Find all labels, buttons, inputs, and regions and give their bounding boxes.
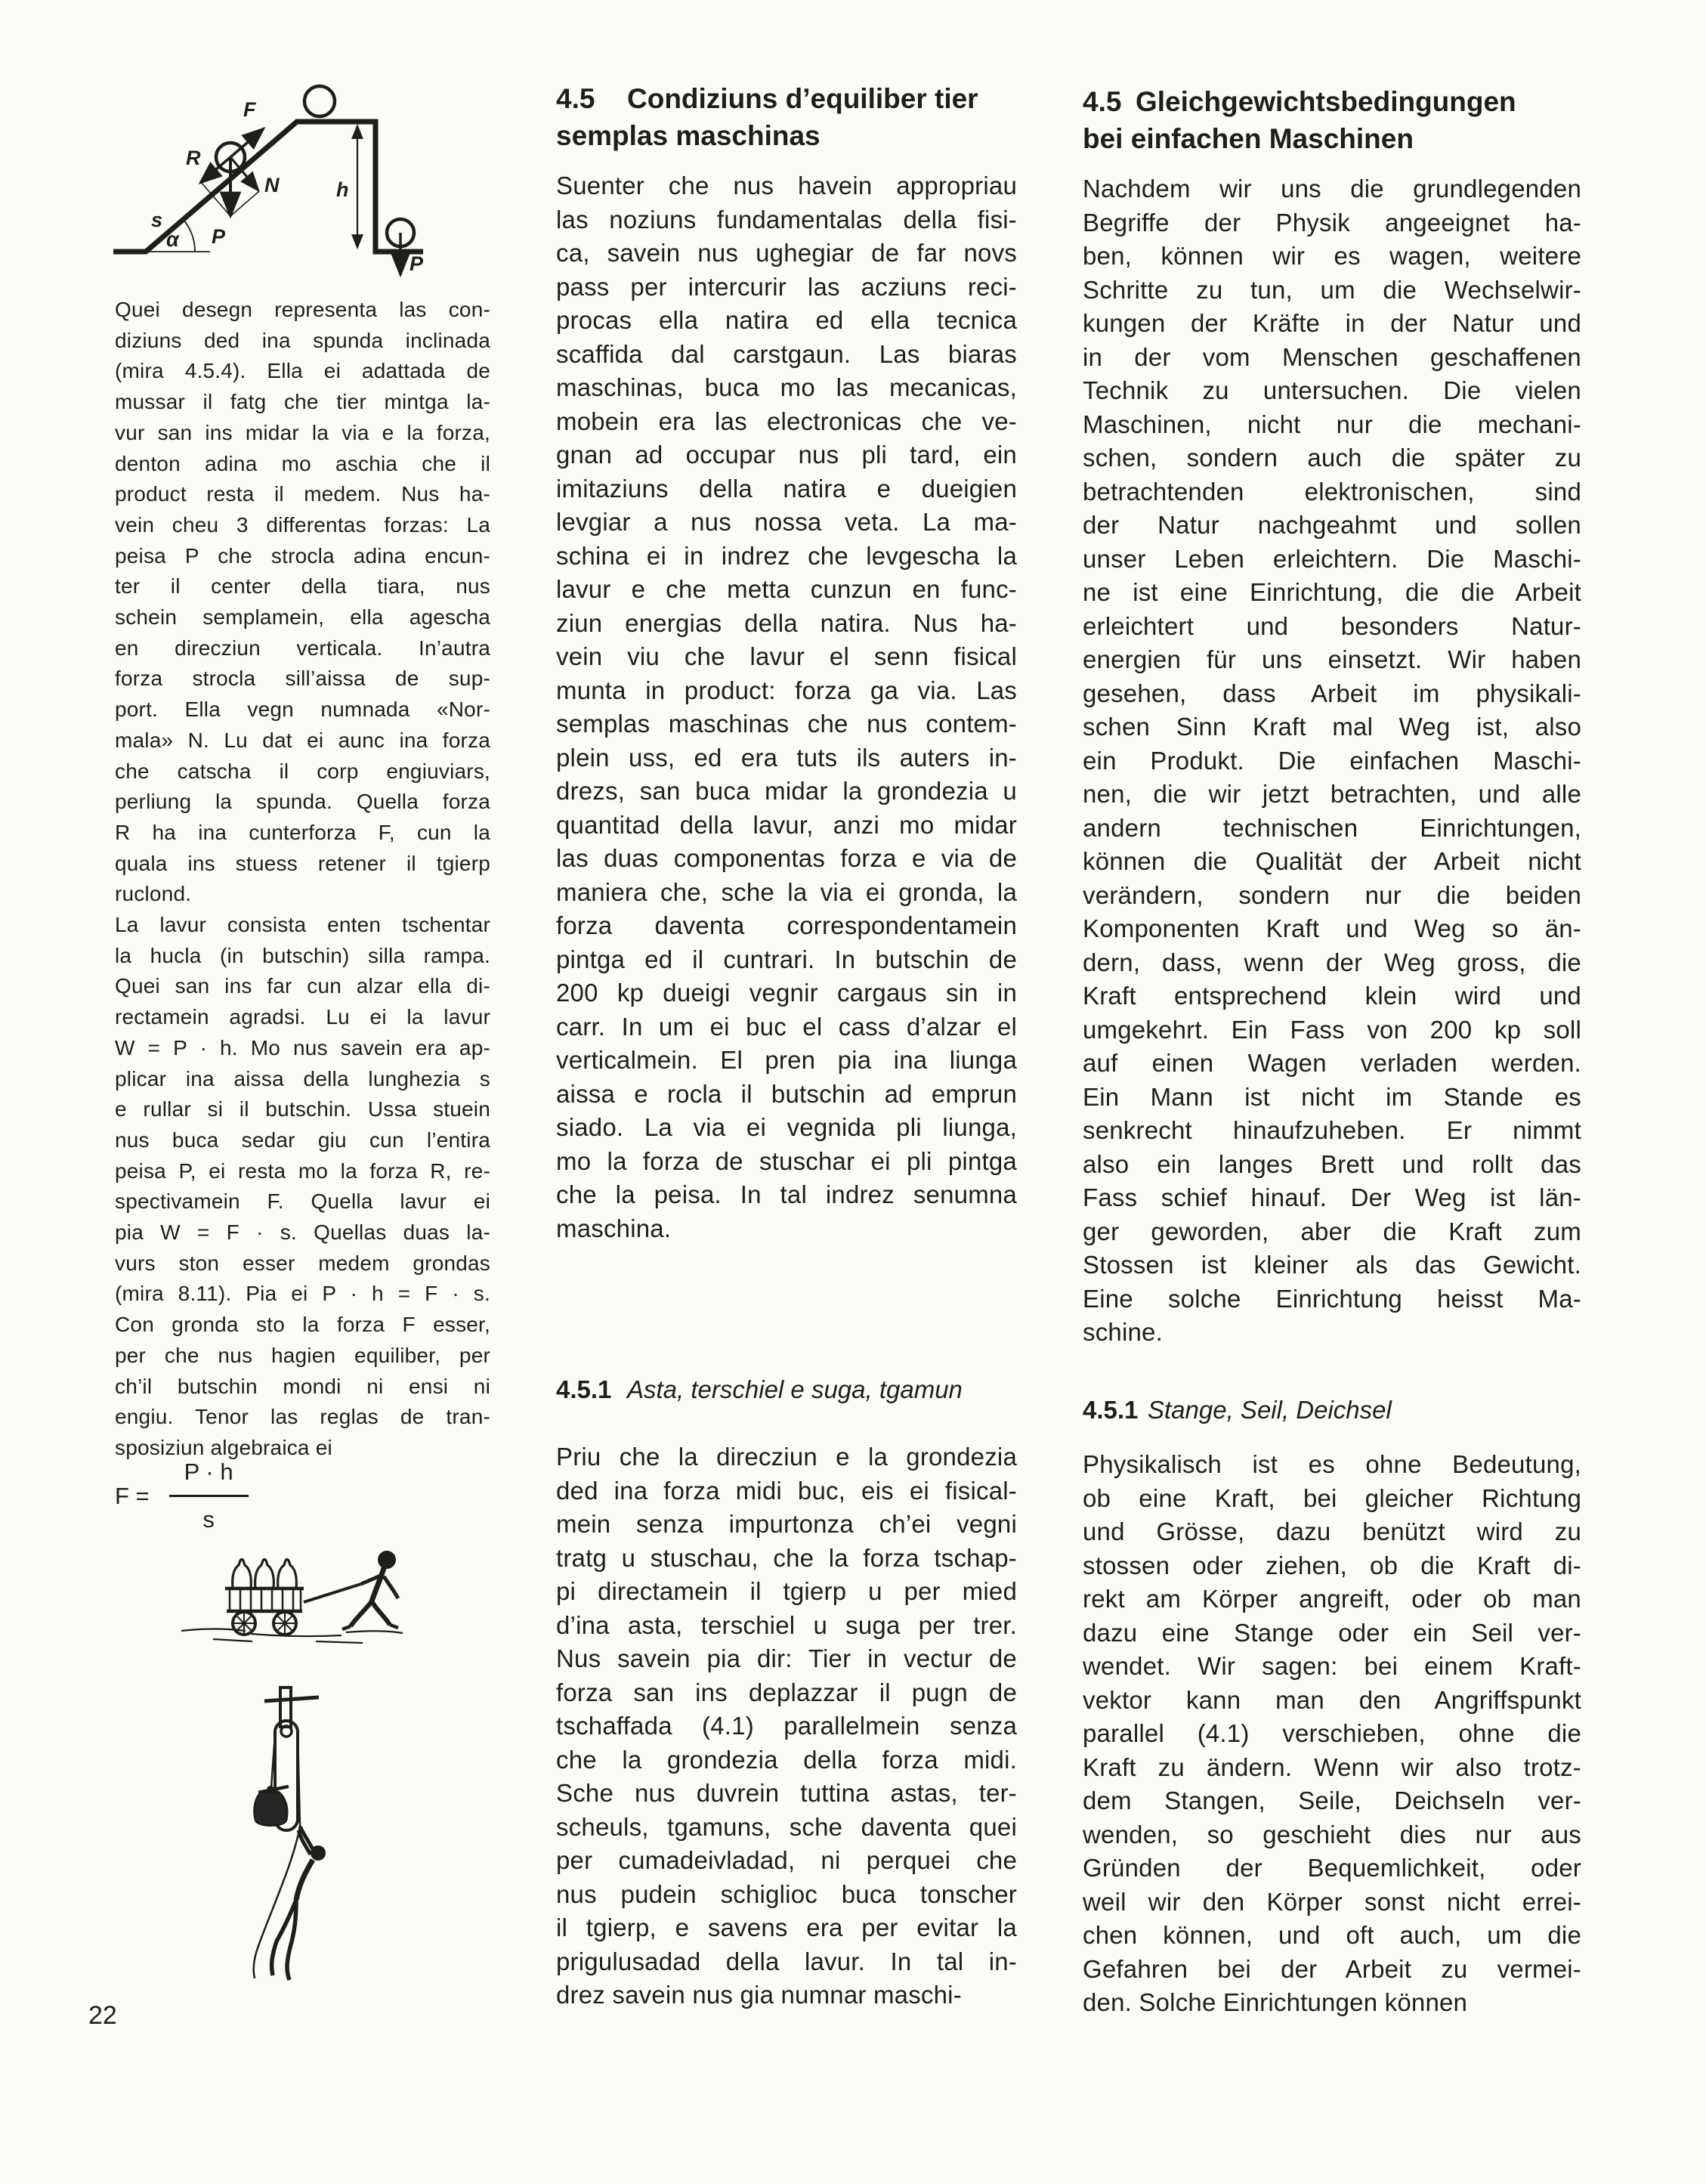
text-line: mein senza impurtonza ch’ei vegni: [556, 1510, 1017, 1538]
text-line: Fass schief hinauf. Der Weg ist län-: [1083, 1183, 1581, 1211]
text-line: e rullar si il butschin. Ussa stuein: [115, 1097, 490, 1121]
label-P: P: [212, 225, 226, 248]
subsection-heading-romansh: [556, 1374, 1021, 1406]
text-line: andern technischen Einrichtungen,: [1083, 813, 1581, 842]
text-line: Suenter che nus havein appropriau: [556, 172, 1017, 200]
text-line: Gefahren bei der Arbeit zu vermei-: [1083, 1954, 1581, 1983]
text-line: ruclond.: [115, 882, 192, 906]
text-line: ob eine Kraft, bei gleicher Richtung: [1083, 1483, 1581, 1512]
text-line: perliung la spunda. Quella forza: [115, 790, 490, 814]
text-line: per che nus hagien equiliber, per: [115, 1343, 490, 1367]
text-line: peisa P, ei resta mo la forza R, re-: [115, 1159, 490, 1183]
text-line: quala ins stuess retener il tgierp: [115, 851, 490, 875]
text-line: denton adina mo aschia che il: [115, 451, 490, 475]
subsection-number: 4.5.1: [1083, 1396, 1139, 1424]
text-line: vein cheu 3 differentas forzas: La: [115, 512, 490, 537]
text-line: unser Leben erleichtern. Die Maschi-: [1083, 544, 1581, 573]
text-line: prigulusadad della lavur. In tal in-: [556, 1947, 1017, 1975]
text-line: schina ei in indrez che levgescha la: [556, 541, 1017, 570]
text-line: plicar ina aissa della lunghezia s: [115, 1066, 490, 1090]
hoisted-sack: [255, 1786, 289, 1826]
text-line: der Natur nachgeahmt und sollen: [1083, 511, 1581, 539]
text-line: betrachtenden elektronischen, sind: [1083, 477, 1581, 506]
text-line: (mira 8.11). Pia ei P · h = F · s.: [115, 1282, 490, 1306]
text-line: auf einen Wagen verladen werden.: [1083, 1049, 1581, 1077]
text-line: stossen oder ziehen, ob die Kraft di-: [1083, 1551, 1581, 1579]
text-line: forza strocla sill’aissa de sup-: [115, 667, 490, 691]
text-line: nen, die wir jetzt betrachten, und alle: [1083, 780, 1581, 808]
text-line: port. Ella vegn numnada «Nor-: [115, 698, 490, 722]
text-line: erleichtert und besonders Natur-: [1083, 611, 1581, 640]
section-heading-german: [1083, 83, 1585, 157]
text-line: Maschinen, nicht nur die mechani-: [1083, 410, 1581, 438]
text-line: Quei san ins far cun alzar ella di-: [115, 974, 490, 998]
text-line: peisa P che strocla adina encun-: [115, 543, 490, 568]
text-line: ne ist eine Einrichtung, die die Arbeit: [1083, 578, 1581, 606]
formula-lhs: F =: [115, 1482, 150, 1509]
text-line: ben, können wir es wagen, weitere: [1083, 242, 1581, 270]
pulling-man-figure: [342, 1551, 398, 1629]
text-line: parallel (4.1) verschieben, ohne die: [1083, 1719, 1581, 1747]
text-line: il tgierp, e savens era per evitar la: [556, 1913, 1017, 1941]
section-heading-romansh: [556, 80, 1021, 154]
text-line: chen können, und oft auch, um die: [1083, 1921, 1581, 1949]
text-line: W = P · h. Mo nus savein era ap-: [115, 1035, 490, 1060]
romansh-paragraph-2: [556, 1440, 1017, 2012]
label-alpha: α: [166, 228, 179, 251]
section-title-part2: bei einfachen Maschinen: [1083, 123, 1414, 154]
text-line: Nachdem wir uns die grundlegenden: [1083, 175, 1581, 203]
label-R: R: [186, 147, 201, 169]
caption-paragraph-1: [115, 295, 490, 910]
text-line: scheuls, tgamuns, sche daventa quei: [556, 1812, 1017, 1841]
label-h: h: [336, 178, 349, 201]
text-line: Quei desegn representa las con-: [115, 298, 490, 321]
text-line: maniera che, sche la via ei gronda, la: [556, 877, 1017, 906]
text-line: Schritte zu tun, um die Wechselwir-: [1083, 275, 1581, 304]
text-line: forza daventa correspondentamein: [556, 911, 1017, 939]
subsection-heading-german: [1083, 1394, 1585, 1426]
text-line: nus buca sedar giu cun l’entira: [115, 1128, 490, 1152]
text-line: R ha ina cunterforza F, cun la: [115, 820, 490, 844]
text-line: wenden, so geschieht dies nur aus: [1083, 1820, 1581, 1848]
text-line: plein uss, ed era tuts ils auters in-: [556, 743, 1017, 772]
label-s: s: [151, 209, 163, 231]
text-line: mala» N. Lu dat ei aunc ina forza: [115, 728, 490, 752]
formula-fraction: [169, 1459, 249, 1533]
text-line: product resta il medem. Nus ha-: [115, 482, 490, 506]
text-line: maschina.: [556, 1214, 672, 1242]
german-paragraph-2: [1083, 1448, 1581, 2020]
text-line: diziuns ded ina spunda inclinada: [115, 328, 490, 352]
text-line: schein semplamein, ella agescha: [115, 605, 490, 630]
text-line: forza san ins deplazzar il pugn de: [556, 1678, 1017, 1706]
text-line: tratg u stuschau, che la forza tschap-: [556, 1543, 1017, 1572]
text-line: vur san ins midar la via e la forza,: [115, 420, 490, 444]
text-line: Con gronda sto la forza F esser,: [115, 1313, 490, 1337]
text-line: la hucla (in butschin) silla rampa.: [115, 943, 490, 967]
text-line: Begriffe der Physik angeeignet ha-: [1083, 208, 1581, 237]
label-N: N: [264, 174, 280, 196]
inclined-plane-diagram: [76, 44, 431, 286]
text-line: können die Qualität der Arbeit nicht: [1083, 847, 1581, 875]
text-line: vein viu che lavur el senn fisical: [556, 642, 1017, 670]
text-line: Gründen der Bequemlichkeit, oder: [1083, 1854, 1581, 1882]
text-line: schine.: [1083, 1318, 1163, 1346]
text-line: carr. In um ei buc el cass d’alzar el: [556, 1012, 1017, 1041]
text-line: verticalmein. El pren pia ina liunga: [556, 1046, 1017, 1074]
man-pulling-cart-drawing: [166, 1542, 438, 1663]
text-line: ca, savein nus ughegiar de far novs: [556, 239, 1017, 267]
text-line: ter il center della tiara, nus: [115, 574, 490, 599]
label-F: F: [243, 98, 256, 121]
text-line: drezs, san buca midar la grondezia u: [556, 777, 1017, 805]
pulley-hoist-drawing: [227, 1681, 355, 1991]
section-number: 4.5: [1083, 86, 1122, 117]
formula-F-equals-Ph-over-s: [115, 1459, 249, 1533]
text-line: mo la forza de stuschar ei pli pintga: [556, 1146, 1017, 1175]
text-line: schen, sondern auch die später zu: [1083, 444, 1581, 472]
text-line: che la peisa. In tal indrez senumna: [556, 1180, 1017, 1208]
text-line: tschaffada (4.1) parallelmein senza: [556, 1712, 1017, 1740]
section-heading-line1: [1083, 83, 1585, 120]
text-line: nus pudein schiglioc buca tonscher: [556, 1879, 1017, 1908]
text-line: weil wir den Körper sonst nicht errei-: [1083, 1887, 1581, 1916]
text-line: siado. La via ei vegnida pli liunga,: [556, 1113, 1017, 1141]
text-line: las duas componentas forza e via de: [556, 844, 1017, 872]
text-line: procas ella natira ed ella tecnica: [556, 306, 1017, 334]
text-line: scaffida dal carstgaun. Las biaras: [556, 339, 1017, 368]
text-line: pi directamein il tgierp u per mied: [556, 1577, 1017, 1605]
text-line: 200 kp dueigi vegnir cargaus sin in: [556, 979, 1017, 1007]
text-line: ded ina forza midi buc, eis ei fisical-: [556, 1476, 1017, 1505]
cart-slats: [230, 1589, 301, 1611]
text-line: Sche nus duvrein tuttina astas, ter-: [556, 1779, 1017, 1807]
text-line: levgiar a nus nossa veta. La ma-: [556, 508, 1017, 536]
text-line: in der vom Menschen geschaffenen: [1083, 342, 1581, 371]
angle-arc: [184, 220, 195, 252]
text-line: den. Solche Einrichtungen können: [1083, 1988, 1468, 2016]
text-line: imitaziuns della natira e dueigien: [556, 474, 1017, 503]
text-line: und Grösse, dazu benützt wird zu: [1083, 1517, 1581, 1545]
text-line: vektor kann man den Angriffspunkt: [1083, 1685, 1581, 1714]
text-line: Priu che la direcziun e la grondezia: [556, 1443, 1017, 1471]
ball-on-plateau: [304, 86, 335, 116]
german-paragraph-1: [1083, 172, 1581, 1350]
text-line: pass per intercurir las acziuns reci-: [556, 272, 1017, 301]
text-line: also ein langes Brett und rollt das: [1083, 1149, 1581, 1178]
text-line: dern, dass, wenn der Weg gross, die: [1083, 948, 1581, 976]
text-line: Kraft entsprechend klein wird und: [1083, 982, 1581, 1010]
page-number: 22: [88, 2001, 117, 2030]
text-line: schen Sinn Kraft mal Weg ist, also: [1083, 713, 1581, 741]
drawbar-pole: [304, 1584, 361, 1602]
label-P-hanging: P: [410, 252, 424, 275]
text-line: Ein Mann ist nicht im Stande es: [1083, 1082, 1581, 1111]
text-line: lavur e che metta cunzun en func-: [556, 575, 1017, 603]
text-line: ch’il butschin mondi ni ensi ni: [115, 1374, 490, 1398]
text-line: umgekehrt. Ein Fass von 200 kp soll: [1083, 1015, 1581, 1044]
text-line: drez savein nus gia numnar maschi-: [556, 1981, 962, 2009]
text-line: quantitad della lavur, anzi mo midar: [556, 810, 1017, 839]
text-line: gesehen, dass Arbeit im physikali-: [1083, 679, 1581, 707]
text-line: pintga ed il cuntrari. In butschin de: [556, 945, 1017, 973]
text-line: aissa e rocla il butschin ad emprun: [556, 1079, 1017, 1108]
text-line: per cumadeivladad, ni perquei che: [556, 1846, 1017, 1874]
subsection-title: Stange, Seil, Deichsel: [1148, 1396, 1392, 1424]
text-line: La lavur consista enten tschentar: [115, 913, 490, 936]
subsection-title: Asta, terschiel e suga, tgamun: [627, 1375, 963, 1403]
text-line: mobein era las electronicas che ve-: [556, 407, 1017, 435]
text-line: Kraft zu ändern. Wenn wir also trotz-: [1083, 1752, 1581, 1781]
text-line: semplas maschinas che nus contem-: [556, 710, 1017, 738]
caption-paragraph-2: [115, 910, 490, 1464]
cart-sacks: [233, 1560, 297, 1589]
text-line: (mira 4.5.4). Ella ei adattada de: [115, 359, 490, 383]
text-line: wendet. Wir sagen: bei einem Kraft-: [1083, 1652, 1581, 1680]
text-line: senkrecht hinaufzuheben. Er nimmt: [1083, 1116, 1581, 1144]
text-line: dazu eine Stange oder ein Seil ver-: [1083, 1618, 1581, 1647]
text-line: Komponenten Kraft und Weg so än-: [1083, 914, 1581, 942]
text-line: sposiziun algebraica ei: [115, 1435, 332, 1459]
text-line: che la grondezia della forza midi.: [556, 1745, 1017, 1774]
text-line: rectamein agradsi. Lu ei la lavur: [115, 1005, 490, 1029]
text-line: mussar il fatg che tier mintga la-: [115, 390, 490, 414]
hanging-man-figure: [272, 1827, 326, 1980]
text-line: Nus savein pia dir: Tier in vectur de: [556, 1644, 1017, 1672]
section-title-part1: Condiziuns d’equiliber tier: [627, 83, 978, 114]
text-line: Physikalisch ist es ohne Bedeutung,: [1083, 1450, 1581, 1478]
text-line: munta in product: forza ga via. Las: [556, 676, 1017, 704]
section-title-part1: Gleichgewichtsbedingungen: [1136, 86, 1516, 117]
section-title-part2: semplas maschinas: [556, 120, 821, 151]
text-line: spectivamein F. Quella lavur ei: [115, 1189, 490, 1214]
text-line: rekt am Körper angreift, oder ob man: [1083, 1585, 1581, 1613]
text-line: Eine solche Einrichtung heisst Ma-: [1083, 1284, 1581, 1313]
subsection-number: 4.5.1: [556, 1375, 612, 1403]
text-line: d’ina asta, terschiel u suga per trer.: [556, 1610, 1017, 1639]
text-line: ein Produkt. Die einfachen Maschi-: [1083, 746, 1581, 775]
text-line: gnan ad occupar nus pli tard, ein: [556, 441, 1017, 469]
text-line: ziun energias della natira. Nus ha-: [556, 608, 1017, 637]
text-line: kungen der Kräfte in der Natur und: [1083, 309, 1581, 337]
text-line: verändern, sondern nur die beiden: [1083, 880, 1581, 909]
section-heading-line1: [556, 80, 1021, 117]
formula-denominator: s: [202, 1506, 215, 1533]
text-line: energien für uns einsetzt. Wir haben: [1083, 645, 1581, 673]
text-line: pia W = F · s. Quellas duas la-: [115, 1220, 490, 1245]
text-line: che catscha il corp engiuviars,: [115, 759, 490, 783]
text-line: vurs ston esser medem grondas: [115, 1251, 490, 1275]
text-line: Stossen ist kleiner als das Gewicht.: [1083, 1251, 1581, 1279]
formula-numerator: P · h: [169, 1459, 249, 1497]
text-line: las noziuns fundamentalas della fisi-: [556, 205, 1017, 234]
text-line: en direcziun verticala. In’autra: [115, 636, 490, 660]
romansh-paragraph-1: [556, 169, 1017, 1245]
text-line: Technik zu untersuchen. Die vielen: [1083, 376, 1581, 404]
text-line: engiu. Tenor las reglas de tran-: [115, 1405, 490, 1429]
section-number: 4.5: [556, 83, 595, 114]
text-line: ger geworden, aber die Kraft zum: [1083, 1217, 1581, 1245]
text-line: dem Stangen, Seile, Deichseln ver-: [1083, 1786, 1581, 1814]
text-line: maschinas, buca mo las mecanicas,: [556, 373, 1017, 401]
